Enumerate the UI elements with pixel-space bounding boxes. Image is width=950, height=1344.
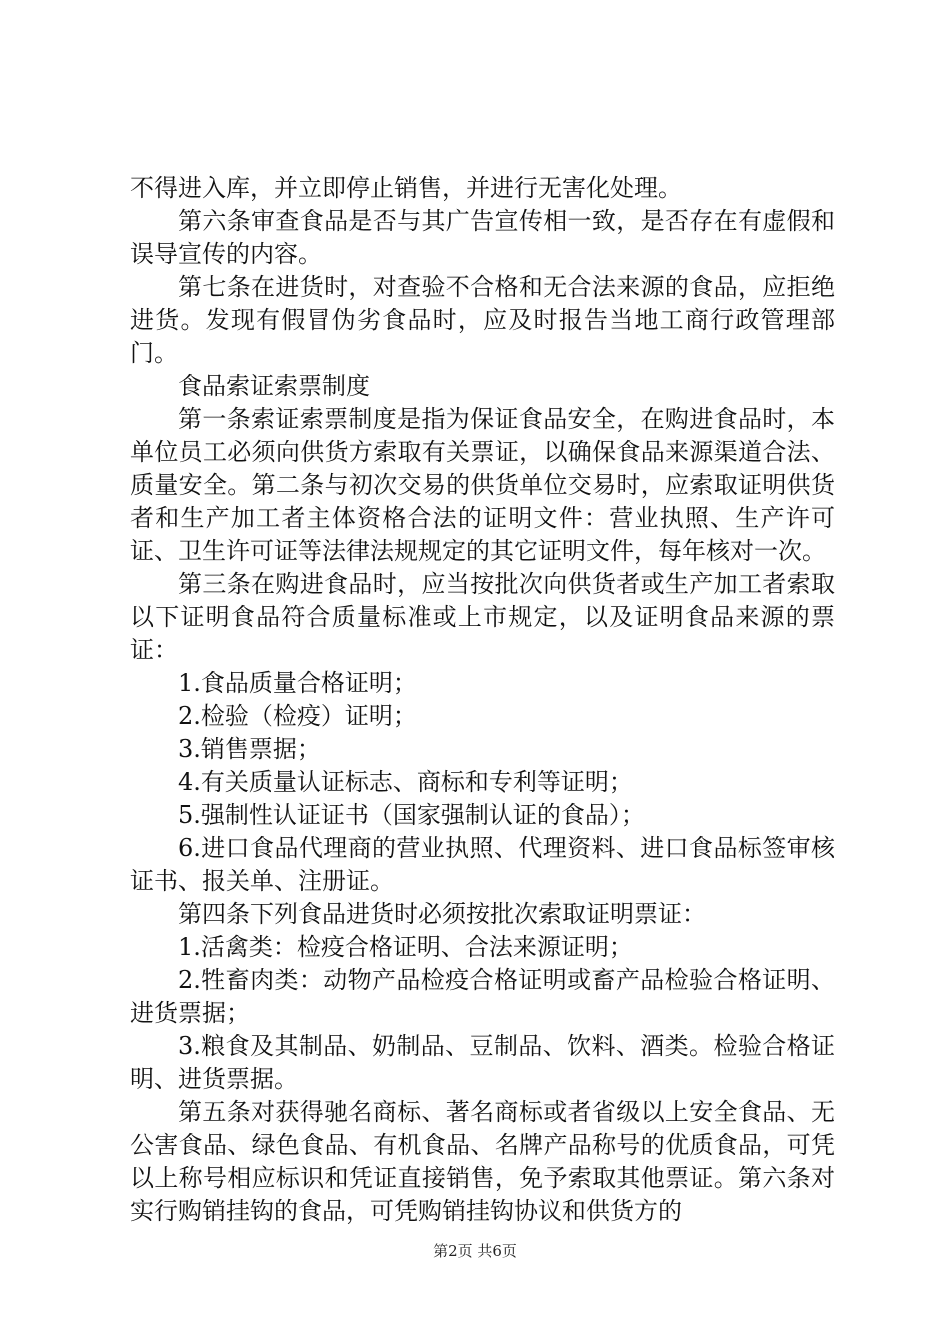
- paragraph: 5.强制性认证证书（国家强制认证的食品）；: [178, 801, 645, 829]
- paragraph: 2.牲畜肉类：动物产品检疫合格证明或畜产品检验合格证明、进货票据；: [130, 966, 835, 1027]
- paragraph: 不得进入库，并立即停止销售，并进行无害化处理。: [130, 174, 682, 202]
- page-footer: 第2页 共6页: [433, 1242, 517, 1260]
- paragraph: 1.活禽类：检疫合格证明、合法来源证明；: [178, 933, 633, 961]
- paragraph: 第四条下列食品进货时必须按批次索取证明票证：: [178, 900, 706, 928]
- paragraph: 2.检验（检疫）证明；: [178, 702, 417, 730]
- document-body: [130, 172, 835, 1228]
- paragraph: 4.有关质量认证标志、商标和专利等证明；: [178, 768, 633, 796]
- paragraph: 第一条索证索票制度是指为保证食品安全，在购进食品时，本单位员工必须向供货方索取有关票证，以确保食品来源渠道合法、质量安全。第二条与初次交易的供货单位交易时，应索取证明供货者和生产加工者主体资格合法的证明文件：营业执照、生产许可证、卫生许可证等法律法规规定的其它证明文件，每年核对一次。: [130, 405, 835, 565]
- paragraph: 第三条在购进食品时，应当按批次向供货者或生产加工者索取以下证明食品符合质量标准或上市规定，以及证明食品来源的票证：: [130, 570, 835, 664]
- paragraph: 3.销售票据；: [178, 735, 321, 763]
- paragraph: 食品索证索票制度: [178, 372, 370, 400]
- paragraph: 3.粮食及其制品、奶制品、豆制品、饮料、酒类。检验合格证明、进货票据。: [130, 1032, 835, 1093]
- paragraph: 第六条审查食品是否与其广告宣传相一致，是否存在有虚假和误导宣传的内容。: [130, 207, 835, 268]
- paragraph: 1.食品质量合格证明；: [178, 669, 417, 697]
- paragraph: 6.进口食品代理商的营业执照、代理资料、进口食品标签审核证书、报关单、注册证。: [130, 834, 835, 895]
- paragraph: 第七条在进货时，对查验不合格和无合法来源的食品，应拒绝进货。发现有假冒伪劣食品时，应及时报告当地工商行政管理部门。: [130, 273, 835, 367]
- paragraph: 第五条对获得驰名商标、著名商标或者省级以上安全食品、无公害食品、绿色食品、有机食品、名牌产品称号的优质食品，可凭以上称号相应标识和凭证直接销售，免予索取其他票证。第六条对实行购销挂钩的食品，可凭购销挂钩协议和供货方的: [130, 1098, 835, 1225]
